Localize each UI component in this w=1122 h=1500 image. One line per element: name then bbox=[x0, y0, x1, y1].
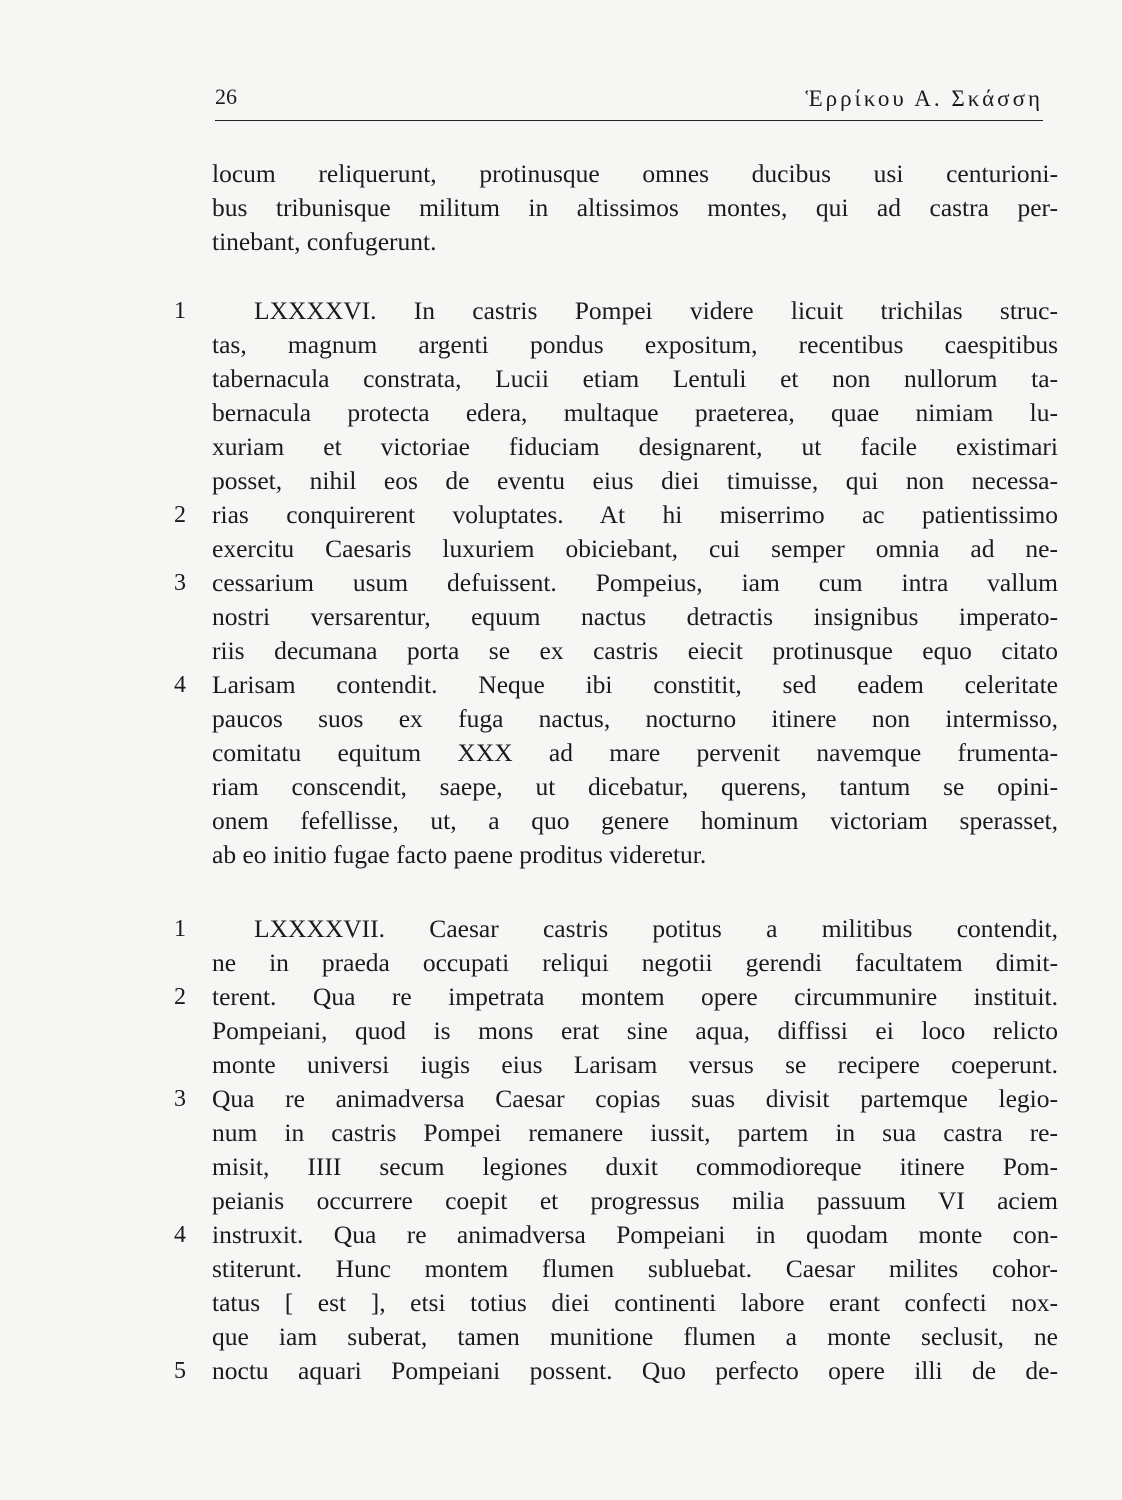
text-line: peianis occurrere coepit et progressus milia passuum VI aciem bbox=[212, 1186, 1058, 1215]
text-line: LXXXXVI. In castris Pompei videre licuit trichilas struc- bbox=[254, 296, 1058, 325]
text-line: paucos suos ex fuga nactus, nocturno itinere non intermisso, bbox=[212, 704, 1058, 733]
section-number: 3 bbox=[174, 1086, 186, 1112]
section-number: 4 bbox=[174, 672, 186, 698]
text-line: locum reliquerunt, protinusque omnes ducibus usi centurioni- bbox=[212, 159, 1058, 188]
section-number: 1 bbox=[174, 916, 186, 942]
running-head: Ἑρρίκου Α. Σκάσση bbox=[805, 86, 1043, 111]
text-line: exercitu Caesaris luxuriem obiciebant, cui semper omnia ad ne- bbox=[212, 534, 1058, 563]
section-number: 4 bbox=[174, 1222, 186, 1248]
text-line: stiterunt. Hunc montem flumen subluebat. Caesar milites cohor- bbox=[212, 1254, 1058, 1283]
text-line: ne in praeda occupati reliqui negotii gerendi facultatem dimit- bbox=[212, 948, 1058, 977]
section-number: 2 bbox=[174, 984, 186, 1010]
text-line: Larisam contendit. Neque ibi constitit, sed eadem celeritate bbox=[212, 670, 1058, 699]
text-line: que iam suberat, tamen munitione flumen a monte seclusit, ne bbox=[212, 1322, 1058, 1351]
text-line: terent. Qua re impetrata montem opere circummunire instituit. bbox=[212, 982, 1058, 1011]
text-line: instruxit. Qua re animadversa Pompeiani in quodam monte con- bbox=[212, 1220, 1058, 1249]
text-line: bernacula protecta edera, multaque praeterea, quae nimiam lu- bbox=[212, 398, 1058, 427]
text-line: LXXXXVII. Caesar castris potitus a militibus contendit, bbox=[254, 914, 1058, 943]
text-line: comitatu equitum XXX ad mare pervenit navemque frumenta- bbox=[212, 738, 1058, 767]
section-number: 2 bbox=[174, 502, 186, 528]
text-line: riis decumana porta se ex castris eiecit protinusque equo citato bbox=[212, 636, 1058, 665]
text-line: tas, magnum argenti pondus expositum, recentibus caespitibus bbox=[212, 330, 1058, 359]
page-number: 26 bbox=[215, 84, 237, 109]
text-line: bus tribunisque militum in altissimos montes, qui ad castra per- bbox=[212, 193, 1058, 222]
section-number: 3 bbox=[174, 570, 186, 596]
text-line: nostri versarentur, equum nactus detractis insignibus imperato- bbox=[212, 602, 1058, 631]
text-line: noctu aquari Pompeiani possent. Quo perfecto opere illi de de- bbox=[212, 1356, 1058, 1385]
page-header bbox=[215, 84, 1043, 121]
text-line: riam conscendit, saepe, ut dicebatur, querens, tantum se opini- bbox=[212, 772, 1058, 801]
text-line: misit, IIII secum legiones duxit commodioreque itinere Pom- bbox=[212, 1152, 1058, 1181]
section-number: 1 bbox=[174, 298, 186, 324]
text-line: Qua re animadversa Caesar copias suas divisit partemque legio- bbox=[212, 1084, 1058, 1113]
text-line: tabernacula constrata, Lucii etiam Lentuli et non nullorum ta- bbox=[212, 364, 1058, 393]
text-line: tatus [ est ], etsi totius diei continenti labore erant confecti nox- bbox=[212, 1288, 1058, 1317]
text-line: posset, nihil eos de eventu eius diei timuisse, qui non necessa- bbox=[212, 466, 1058, 495]
text-line: tinebant, confugerunt. bbox=[212, 227, 437, 256]
text-line: rias conquirerent voluptates. At hi miserrimo ac patientissimo bbox=[212, 500, 1058, 529]
text-line: monte universi iugis eius Larisam versus se recipere coeperunt. bbox=[212, 1050, 1058, 1079]
text-line: onem fefellisse, ut, a quo genere hominum victoriam sperasset, bbox=[212, 806, 1058, 835]
text-line: num in castris Pompei remanere iussit, partem in sua castra re- bbox=[212, 1118, 1058, 1147]
text-line: ab eo initio fugae facto paene proditus videretur. bbox=[212, 840, 707, 869]
section-number: 5 bbox=[174, 1358, 186, 1384]
text-line: Pompeiani, quod is mons erat sine aqua, diffissi ei loco relicto bbox=[212, 1016, 1058, 1045]
text-line: xuriam et victoriae fiduciam designarent, ut facile existimari bbox=[212, 432, 1058, 461]
text-line: cessarium usum defuissent. Pompeius, iam cum intra vallum bbox=[212, 568, 1058, 597]
